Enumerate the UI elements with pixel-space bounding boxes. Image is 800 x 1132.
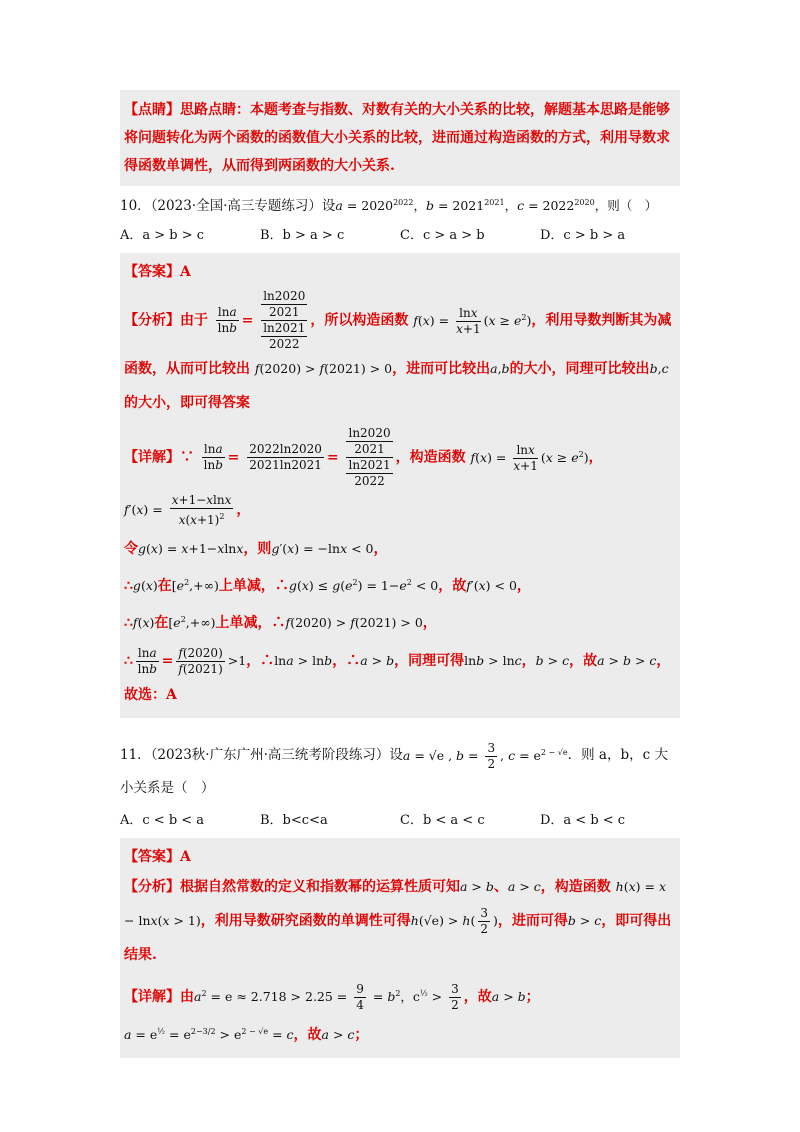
q11-analysis-text-1: 根据自然常数的定义和指数幂的运算性质可知 <box>180 878 460 895</box>
q10-frac-compound: ln2020 2021 ln2021 2022 <box>263 289 306 352</box>
q11-number: 11． <box>120 747 151 764</box>
q10-number: 10． <box>120 198 151 215</box>
q11-stem-tail: ．则 a，b，c 大小关系是（ ） <box>120 747 668 796</box>
q11-option-a: A．c < b < a <box>120 812 205 828</box>
q10-shangjian-1: 上单减， <box>218 578 275 595</box>
q10-tongli: ，同理可得 <box>394 653 465 670</box>
q10-gx-mono: ∴g(x)在$[e^2,+\infty)$上单减，∴g(x) ≤ $g(e^2) = 1-e^2 < 0$，故f′(x) < 0， <box>124 578 531 595</box>
q11-analysis-tag: 【分析】 <box>124 878 180 895</box>
q11-gu-2: ，故 <box>293 1026 322 1043</box>
q10-f-ratio: $\frac{f(2020)}{f(2021)}$ <box>178 645 223 676</box>
q11-analysis-text-2: ，构造函数 <box>540 878 611 895</box>
q11-option-d: D．a < b < c <box>540 812 626 828</box>
q10-option-b: B．b > a > c <box>260 228 345 244</box>
q10-answer: A <box>180 264 191 281</box>
q10-ab: a,b <box>490 361 510 377</box>
q11-options <box>120 810 680 832</box>
q10-detail-frac-2: $\frac{2022\ln 2020}{2021\ln 2021}$ <box>249 442 322 473</box>
q10-stem: $a = 2020^{2022}$，$b = 2021^{2021}$，$c = 2022^{2020}$，则（ ） <box>335 198 658 214</box>
question-10 <box>120 190 680 219</box>
q10-bc: b,c <box>649 361 669 377</box>
q10-solution-box <box>120 253 680 718</box>
tip-box <box>120 90 680 186</box>
q10-guxuan: ，故选：A <box>124 653 671 704</box>
q10-fx-def: f(x) = $\frac{\ln x}{x+1}$ $(x \ge e^2)$ <box>413 305 532 336</box>
q10-analysis-text-3: ，利用导数判断其为减函数，从而可比较出 <box>124 312 672 378</box>
q11-solution-box <box>120 838 680 1058</box>
q10-detail-tag: 【详解】 <box>124 449 180 466</box>
q10-shangjian-2: 上单减， <box>215 615 272 632</box>
q10-conclusion: ∴ $\frac{\ln a}{\ln b}$ = $\frac{f(2020)}{f(2021)}$ >1，∴lna > lnb，∴a > b，同理可得lnb > lnc，b > c，故a > b > c，故选：A <box>124 645 671 704</box>
q10-detail-fx: f(x) = $\frac{\ln x}{x+1}$ $(x \ge e^2)$ <box>470 442 589 473</box>
q11-option-b: B．b<c<a <box>260 812 328 828</box>
q11-detail-2: $a = e^{\frac{1}{2}} = e^{2-3/2} > e^{2 - √e} = c$，故a > c； <box>124 1026 369 1043</box>
q11-detail-text-1: 由 <box>180 988 194 1005</box>
q10-gx-line: 令g(x) = x+1−xlnx，则g′(x) = −lnx < 0， <box>124 541 388 558</box>
q10-fx-mono: ∴f(x)在$[e^2,+\infty)$上单减，∴f(2020) > f(2021) > 0， <box>124 615 437 632</box>
q10-ineq-1: f(2020) > f(2021) > 0 <box>254 361 393 377</box>
q10-option-d: D．c > b > a <box>540 228 626 244</box>
q11-answer: A <box>180 848 191 865</box>
q10-analysis-text-6: 的大小，即可得答案 <box>124 395 250 412</box>
q10-zai-1: 在 <box>157 578 172 595</box>
q11-source: （2023秋·广东广州·高三统考阶段练习）设 <box>150 747 403 764</box>
q10-analysis-text-4: ，进而可比较出 <box>392 361 491 378</box>
q10-options <box>120 225 680 247</box>
q11-analysis-text-4: ，进而可得 <box>497 912 568 929</box>
q10-ratio-frac: $\frac{\ln a}{\ln b}$ <box>137 645 157 676</box>
q11-analysis: 【分析】根据自然常数的定义和指数幂的运算性质可知a > b、a > c，构造函数 h(x) = x − lnx(x > 1)，利用导数研究函数的单调性可得h(√e) > h( $\frac{3}{2}$ )，进而可得b > c，即可得出结果. <box>124 878 672 963</box>
q10-option-a: A．a > b > c <box>120 228 205 244</box>
q10-frac-lna-lnb: $\frac{\ln a}{\ln b}$ <box>217 305 237 336</box>
q10-analysis-tag: 【分析】 <box>124 312 180 329</box>
q11-analysis-text-3: ，利用导数研究函数的单调性可得 <box>200 912 411 929</box>
q11-analysis-text-5: ，即可得出结果. <box>124 912 672 963</box>
q11-gu-1: ，故 <box>463 988 492 1005</box>
q10-analysis-text-2: ，所以构造函数 <box>310 312 409 329</box>
q10-gu-2: ，故 <box>569 653 598 670</box>
q10-analysis: 【分析】由于 $\frac{\ln a}{\ln b}$ = ln2020 2021 ln2021 2022 ，所以构造函数 f(x) = $\frac{\ln x}{x+1}$ $(x \ge e^2)$，利用导数判断其为减函数，从而可比较出 f(2020) > f(2021) > 0，进而可比较出a,b的大小，同理可比较出b,c的大小，即可得答案 <box>124 289 672 412</box>
q10-ling: 令 <box>124 541 138 558</box>
q10-source: （2023·全国·高三专题练习）设 <box>150 198 336 215</box>
q10-detail: 【详解】∵ $\frac{\ln a}{\ln b}$ = $\frac{2022\ln 2020}{2021\ln 2021}$ = ln2020 2021 ln2021 2022 ，构造函数 f(x) = $\frac{\ln x}{x+1}$ $(x \ge e^2)$， <box>124 426 603 489</box>
q10-zai-2: 在 <box>154 615 169 632</box>
q11-stem-math: a = √e , b = $\frac{3}{2}$ , $c = e^{2 - √e}$ <box>402 740 568 771</box>
q10-option-c: C．c > a > b <box>400 228 485 244</box>
q10-analysis-text-5: 的大小，同理可比较出 <box>509 361 650 378</box>
q11-answer-tag: 【答案】 <box>124 848 180 865</box>
q11-detail: 【详解】由$a^2 = e \approx 2.718 > 2.25$ = $\frac{9}{4}$ = $b^2$，$c^{\frac{1}{2}}$ > $\frac{3}{2}$ ，故a > b； <box>124 981 540 1012</box>
q10-detail-text-1: ，构造函数 <box>395 449 466 466</box>
tip-tag: 【点睛】 <box>124 102 180 118</box>
q10-ze: ，则 <box>243 541 272 558</box>
q11-detail-tag: 【详解】 <box>124 988 180 1005</box>
q10-answer-tag: 【答案】 <box>124 264 180 281</box>
question-11 <box>120 736 680 803</box>
q10-derivative: f′(x) = $\frac{x+1-xlnx}{x(x+1)^2}$ ， <box>124 493 251 528</box>
q10-analysis-text-1: 由于 <box>180 312 208 329</box>
tip-text: 思路点睛：本题考查与指数、对数有关的大小关系的比较，解题基本思路是能够将问题转化为两个函数的函数值大小关系的比较，进而通过构造函数的方式，利用导数求得函数单调性，从而得到两函数的大小关系. <box>124 102 670 174</box>
q11-option-c: C．b < a < c <box>400 812 485 828</box>
q10-detail-frac-3: ln2020 2021 ln2021 2022 <box>348 426 391 489</box>
q10-detail-frac-1: $\frac{\ln a}{\ln b}$ <box>203 442 223 473</box>
q10-gu-1: ，故 <box>438 578 467 595</box>
